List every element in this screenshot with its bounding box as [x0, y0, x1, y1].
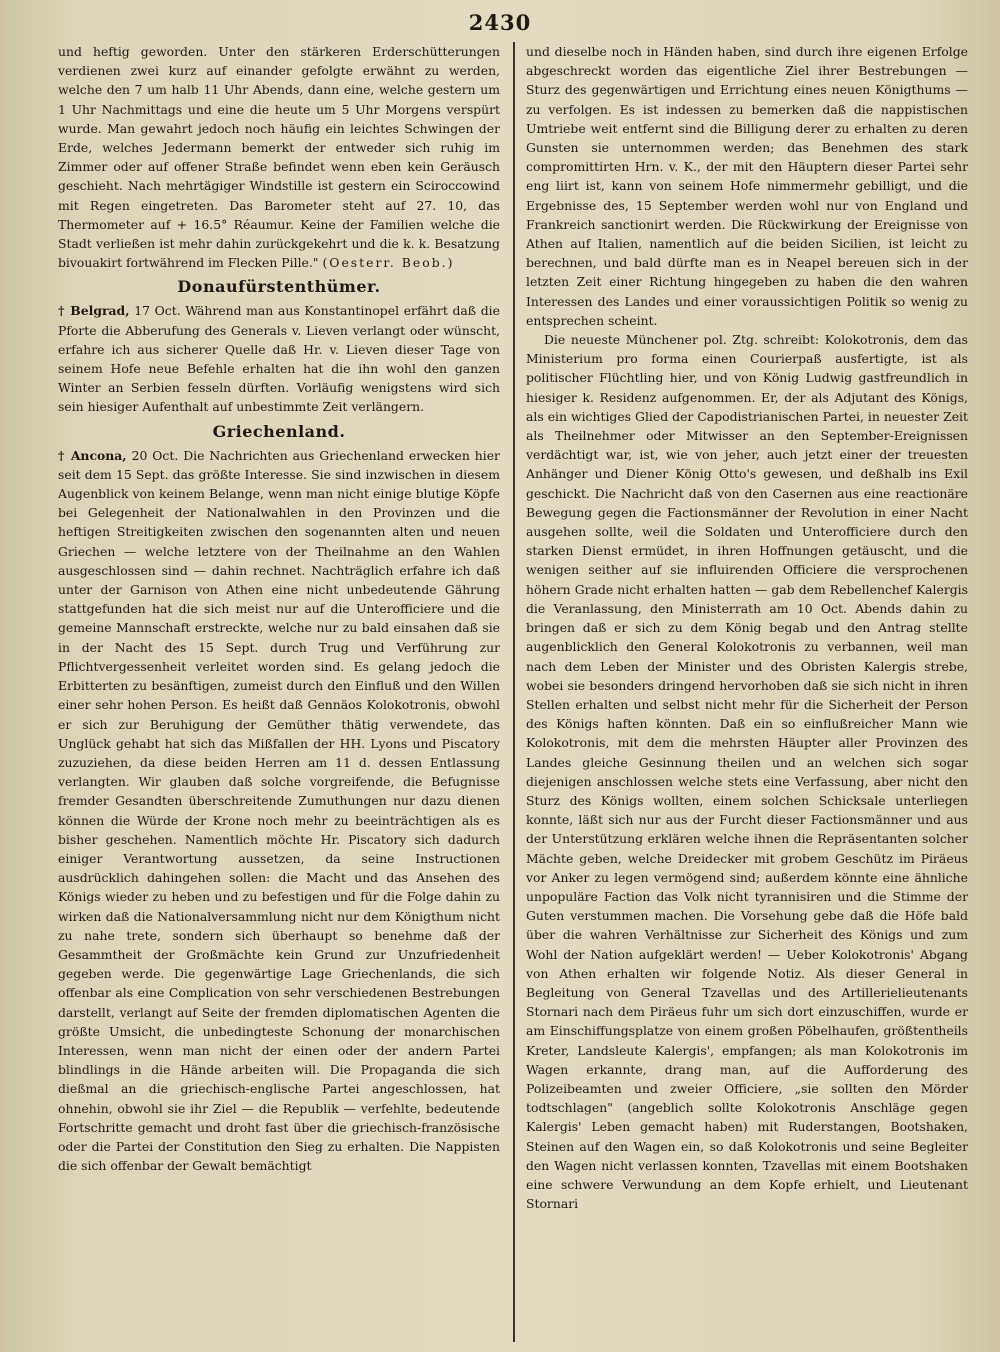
columns: [58, 42, 970, 1342]
date-belgrad: 17 Oct.: [134, 303, 181, 319]
article-greece-continued: und dieselbe noch in Händen haben, sind durch ihre eigenen Erfolge abgeschreckt worden das eigentliche Ziel ihrer Bestrebungen — Sturz des gegenwärtigen und Errichtung eines neuen Königthums — zu verfolgen. Es ist indessen zu bemerken daß die nappistischen Umtriebe weit entfernt sind die Billigung derer zu erhalten zu deren Gunsten sie unternommen werden; das Benehmen des stark compromittirten Hrn. v. K., der mit den Häuptern dieser Partei sehr eng liirt ist, kann von seinem Hofe nimmermehr gebilligt, und die Ergebnisse des, 15 September werden wohl nur von England und Frankreich sanctionirt werden. Die Rückwirkung der Ereignisse von Athen auf Italien, namentlich auf die beiden Sicilien, ist leicht zu berechnen, und bald dürfte man es in Neapel bereuen sich in der letzten Zeit einer Richtung hingegeben zu haben die den wahren Interessen des Landes und einer voraussichtigen Politik so wenig zu entsprechen scheint.: [526, 44, 968, 328]
section-heading-danube: Donaufürstenthümer.: [177, 277, 381, 297]
section-heading-greece: Griechenland.: [212, 421, 346, 441]
article-source: (Oesterr. Beob.): [322, 255, 455, 271]
article-belgrad: [58, 301, 500, 416]
date-ancona: 20 Oct.: [131, 447, 179, 463]
dateline-ancona: † Ancona,: [58, 447, 127, 463]
dateline-belgrad: † Belgrad,: [58, 303, 130, 319]
continued-article-text: und heftig geworden. Unter den stärkeren Erderschütterungen verdienen zwei kurz auf einander gefolgte erwähnt zu werden, welche den 7 um halb 11 Uhr Abends, dann eine, welche gestern um 1 Uhr Nachmittags und eine die heute um 5 Uhr Morgens verspürt wurde. Man gewahrt jedoch noch häufig ein leichtes Schwingen der Erde, welches Jedermann bemerkt der entweder sich ruhig im Zimmer oder auf offener Straße befindet wenn eben kein Geräusch geschieht. Nach mehrtägiger Windstille ist gestern ein Sciroccowind mit Regen eingetreten. Das Barometer steht auf 27. 10, das Thermometer auf + 16.5° Réaumur. Keine der Familien welche die Stadt verließen ist mehr dahin zurückgekehrt und die k. k. Besatzung bivouakirt fortwährend im Flecken Pille.": [58, 44, 500, 271]
right-column: [526, 42, 968, 1342]
article-ancona: [58, 446, 500, 1176]
left-column: [58, 42, 500, 1342]
page-number: 2430: [468, 10, 532, 35]
continued-article: [58, 42, 500, 272]
article-belgrad-text: Während man aus Konstantinopel erfährt daß die Pforte die Abberufung des Generals v. Lieven verlangt oder wünscht, erfahre ich aus sicherer Quelle daß Hr. v. Lieven dieser Tage von seinem Hofe neue Befehle erhalten hat die ihn wohl den ganzen Winter an Serbien fesseln dürften. Vorläufig wenigstens wird sich sein hiesiger Aufenthalt auf unbestimmte Zeit verlängern.: [58, 303, 500, 415]
article-ancona-text: Die Nachrichten aus Griechenland erwecken hier seit dem 15 Sept. das größte Interesse. Sie sind inzwischen in diesem Augenblick von keinem Belange, wenn man nicht einige blutige Köpfe bei Gelegenheit der Nationalwahlen in den Provinzen und die heftigen Streitigkeiten zwischen den sogenannten alten und neuen Griechen — welche letztere von der Theilnahme an den Wahlen ausgeschlossen sind — dahin rechnet. Nachträglich erfahre ich daß unter der Garnison von Athen eine nicht unbedeutende Gährung stattgefunden hat die sich meist nur auf die Unterofficiere und die gemeine Mannschaft erstreckte, welche nur zu bald einsahen daß sie in der Nacht des 15 Sept. durch Trug und Verführung zur Pflichtvergessenheit verleitet worden sind. Es gelang jedoch die Erbitterten zu besänftigen, zumeist durch den Einfluß und den Willen einer sehr hohen Person. Es heißt daß Gennäos Kolokotronis, obwohl er sich zur Beruhigung der Gemüther thätig verwendete, das Unglück gehabt hat sich das Mißfallen der HH. Lyons und Piscatory zuzuziehen, da diese beiden Herren am 11 d. dessen Entlassung verlangten. Wir glauben daß solche vorgreifende, die Befugnisse fremder Gesandten überschreitende Zumuthungen nur dazu dienen können die Würde der Krone noch mehr zu beeinträchtigen als es bisher geschehen. Namentlich möchte Hr. Piscatory sich dadurch einiger Verantwortung aussetzen, da seine Instructionen ausdrücklich dahingehen sollen: die Macht und das Ansehen des Königs wieder zu heben und zu befestigen und für die Folge dahin zu wirken daß die Nationalversammlung nicht nur dem Königthum nicht zu nahe trete, sondern sich überhaupt so benehme daß der Gesammtheit der Großmächte kein Grund zur Unzufriedenheit gegeben werde. Die gegenwärtige Lage Griechenlands, die sich offenbar als eine Complication von sehr verschiedenen Bestrebungen darstellt, verlangt auf Seite der fremden diplomatischen Agenten die größte Umsicht, die unbedingteste Schonung der monarchischen Interessen, wenn man nicht der einen oder der andern Partei blindlings in die Hände arbeiten will. Die Propaganda die sich dießmal an die griechisch-englische Partei angeschlossen, hat ohnehin, obwohl sie ihr Ziel — die Republik — verfehlte, bedeutende Fortschritte gemacht und droht fast über die griechisch-französische oder die Partei der Constitution den Sieg zu erhalten. Die Nappisten die sich offenbar der Gewalt bemächtigt: [58, 447, 500, 1174]
article-munich-report: Die neueste Münchener pol. Ztg. schreibt: Kolokotronis, dem das Ministerium pro forma einen Courierpaß ausfertigte, ist als politischer Flüchtling hier, und von König Ludwig gastfreundlich in hiesiger k. Residenz aufgenommen. Er, der als Adjutant des Königs, als ein wichtiges Glied der Capodistrianischen Partei, in neuester Zeit als Theilnehmer oder Mitwisser an den September-Ereignissen verdächtigt war, ist, wie von jeher, auch jetzt einer der treuesten Anhänger und Diener König Otto's gewesen, und deßhalb ins Exil geschickt. Die Nachricht daß von den Casernen aus eine reactionäre Bewegung gegen die Factionsmänner der Revolution in einer Nacht ausgehen sollte, weil die Soldaten und Unterofficiere durch den starken Dienst ermüdet, in ihren Hoffnungen getäuscht, und die wenigen seither auf sie influirenden Officiere die versprochenen höhern Grade nicht erhalten hatten — gab dem Rebellenchef Kalergis die Veranlassung, den Ministerrath am 10 Oct. Abends dahin zu bringen daß er sich zu dem König begab und den Antrag stellte augenblicklich den General Kolokotronis zu verbannen, weil man nach dem Leben der Minister und des Obristen Kalergis strebe, wobei sie besonders dringend hervorhoben daß sie sich nicht in ihren Stellen erhalten und selbst nicht mehr für die Sicherheit der Person des Königs haften könnten. Daß ein so einflußreicher Mann wie Kolokotronis, mit dem die mehrsten Häupter aller Provinzen des Landes gleiche Gesinnung theilen und an welchen sich sogar diejenigen anschlossen welche stets eine Verfassung, aber nicht den Sturz des Königs wollten, einem solchen Schicksale unterliegen konnte, läßt sich nur aus der Furcht dieser Factionsmänner und aus der Unterstützung erklären welche ihnen die Repräsentanten solcher Mächte geben, welche Dreidecker mit grobem Geschütz im Piräeus vor Anker zu legen vermögend sind; außerdem könnte eine ähnliche unpopuläre Faction das Volk nicht tyrannisiren und die Stimme der Guten verstummen machen. Die Vorsehung gebe daß die Höfe bald über die wahren Verhältnisse zur Sicherheit des Königs und zum Wohl der Nation aufgeklärt werden! — Ueber Kolokotronis' Abgang von Athen erhalten wir folgende Notiz. Als dieser General in Begleitung von General Tzavellas und des Artillerielieutenants Stornari nach dem Piräeus fuhr um sich dort einzuschiffen, wurde er am Einschiffungsplatze von einem großen Pöbelhaufen, größtentheils Kreter, Landsleute Kalergis', empfangen; als man Kolokotronis im Wagen erkannte, drang man, auf die Aufforderung des Polizeibeamten und zweier Officiere, „sie sollten den Mörder todtschlagen" (angeblich sollte Kolokotronis Anschläge gegen Kalergis' Leben gemacht haben) mit Ruderstangen, Bootshaken, Steinen auf den Wagen ein, so daß Kolokotronis und seine Begleiter den Wagen nicht verlassen konnten, Tzavellas mit einem Bootshaken eine schwere Verwundung an dem Kopfe erhielt, und Lieutenant Stornari: [526, 332, 968, 1212]
